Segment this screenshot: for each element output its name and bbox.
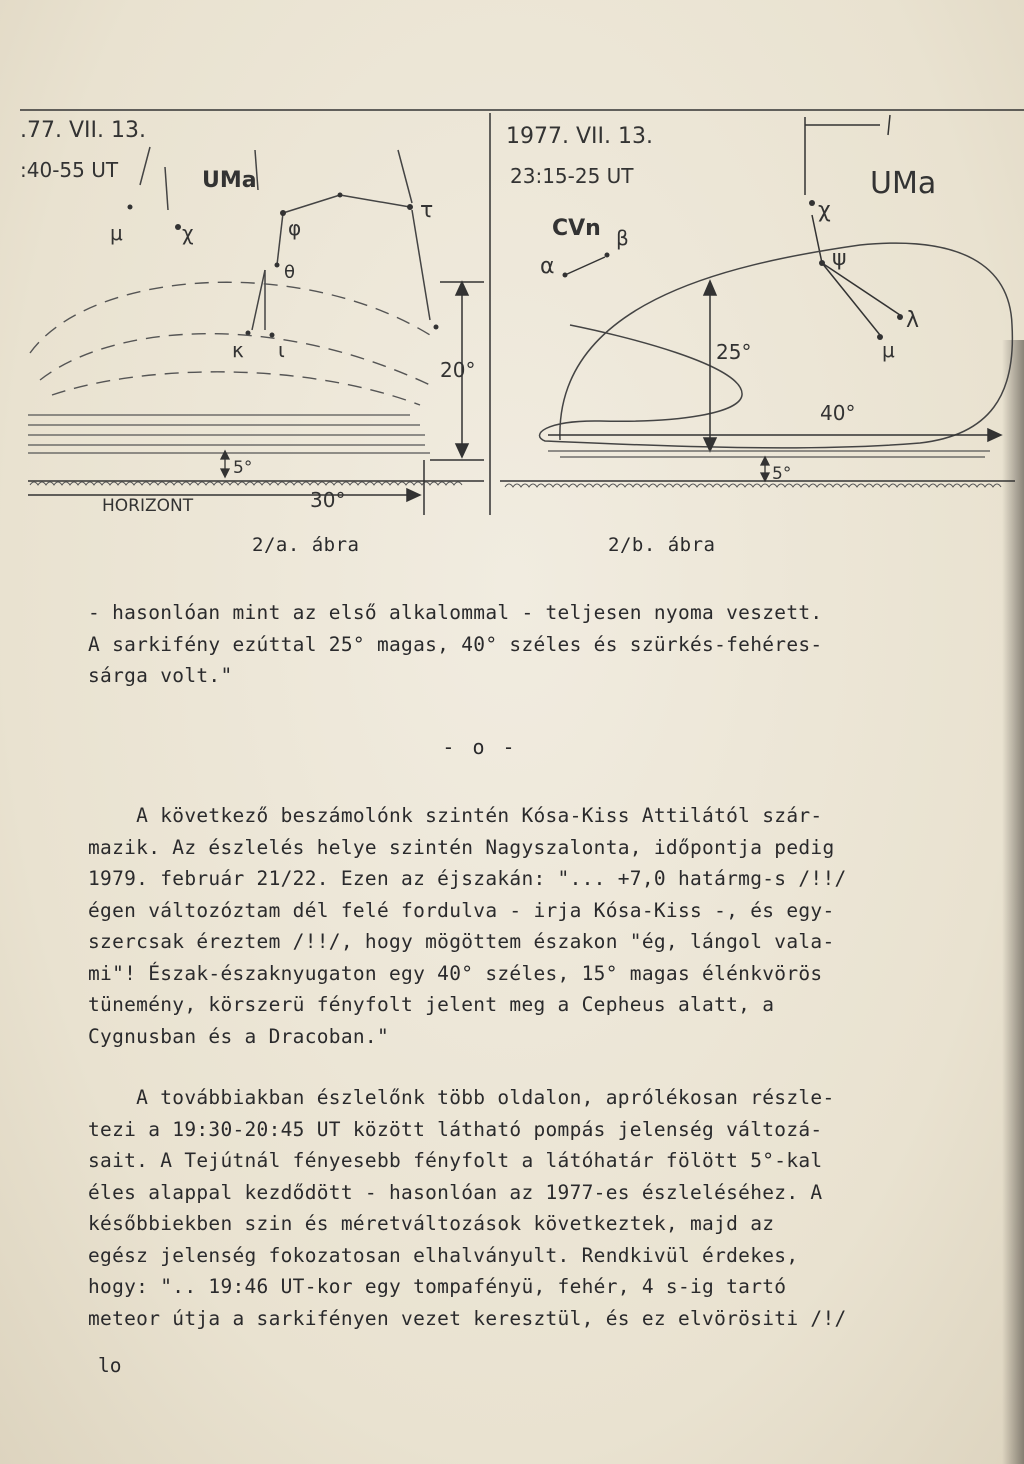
text-line: 1979. február 21/22. Ezen az éjszakán: "... +7,0 határmg-s /!!/ [88,867,847,890]
text-line: hogy: ".. 19:46 UT-kor egy tompafényü, fehér, 4 s-ig tartó [88,1275,787,1298]
figure-b-constellation: UMa [870,166,937,201]
figure-b-base-label: 5° [772,464,792,484]
text-line: tezi a 19:30-20:45 UT között látható pompás jelenség változá- [88,1117,823,1141]
text-line: A továbbiakban észlelőnk több oldalon, aprólékosan részle- [88,1086,835,1109]
figure-b-width-label: 40° [820,401,856,425]
text-line: mazik. Az észlelés helye szintén Nagyszalonta, időpontja pedig [88,835,835,859]
paragraph-3 [88,1082,948,1334]
figure-b-secondary-constellation: CVn [552,216,601,241]
figure-a-caption: 2/a. ábra [252,534,360,556]
figure-b-time: 23:15-25 UT [510,164,634,188]
star-label-phi: φ [288,216,302,240]
figure-a-base-label: 5° [233,458,253,478]
text-line: egész jelenség fokozatosan elhalványult. Rendkivül érdekes, [88,1243,799,1267]
text-line: A következő beszámolónk szintén Kósa-Kiss Attilától szár- [88,804,823,827]
star-label-mu-b: μ [882,338,895,362]
text-line: - hasonlóan mint az első alkalommal - teljesen nyoma veszett. [88,601,823,624]
text-line: sait. A Tejútnál fényesebb fényfolt a látóhatár fölött 5°-kal [88,1149,823,1172]
star-label-theta: θ [284,262,296,283]
figures-area [0,95,1024,535]
paragraph-2 [88,800,948,1052]
star-label-lambda: λ [906,308,920,333]
sketch-figures [0,95,1024,535]
paragraph-1 [88,597,948,692]
text-line: Cygnusban és a Dracoban." [88,1024,389,1048]
star-label-psi: ψ [832,246,847,271]
text-line: A sarkifény ezúttal 25° magas, 40° széles és szürkés-fehéres- [88,632,823,656]
star-label-chi-b: χ [818,198,831,223]
figure-a-sketch [20,118,484,516]
section-separator: - o - [442,735,518,759]
text-line: sárga volt." [88,664,233,687]
figure-a-date: .77. VII. 13. [20,118,146,143]
star-label-beta: β [616,226,629,250]
text-line: mi"! Észak-északnyugaton egy 40° széles, 15° magas élénkvörös [88,961,823,985]
star-label-mu: μ [110,221,123,245]
figure-b-height-label: 25° [716,340,752,364]
star-label-tau: τ [420,198,434,223]
text-line: éles alappal kezdődött - hasonlóan az 1977-es észleléséhez. A [88,1180,823,1204]
star-label-iota: ι [278,338,285,362]
figure-a-horizon-label: HORIZONT [102,496,194,516]
star-label-chi: χ [182,221,194,245]
figure-b-date: 1977. VII. 13. [506,124,653,149]
figure-a-width-label: 30° [310,488,346,512]
text-line: későbbiekben szin és méretváltozások következtek, majd az [88,1212,775,1235]
text-line: meteor útja a sarkifényen vezet keresztül, és ez elvörösiti /!/ [88,1306,847,1330]
star-label-kappa: κ [232,338,244,362]
figure-a-time: :40-55 UT [20,158,119,182]
text-line: szercsak éreztem /!!/, hogy mögöttem északon "ég, lángol vala- [88,930,835,953]
figure-a-constellation: UMa [202,168,257,193]
page-number: lo [98,1354,122,1377]
figure-b-sketch [500,115,1015,487]
text-line: égen változóztam dél felé fordulva - irja Kósa-Kiss -, és egy- [88,898,835,922]
text-line: tünemény, körszerü fényfolt jelent meg a Cepheus alatt, a [88,993,775,1016]
figure-b-caption: 2/b. ábra [608,534,716,556]
figure-a-height-label: 20° [440,358,476,382]
star-label-alpha: α [540,254,555,279]
